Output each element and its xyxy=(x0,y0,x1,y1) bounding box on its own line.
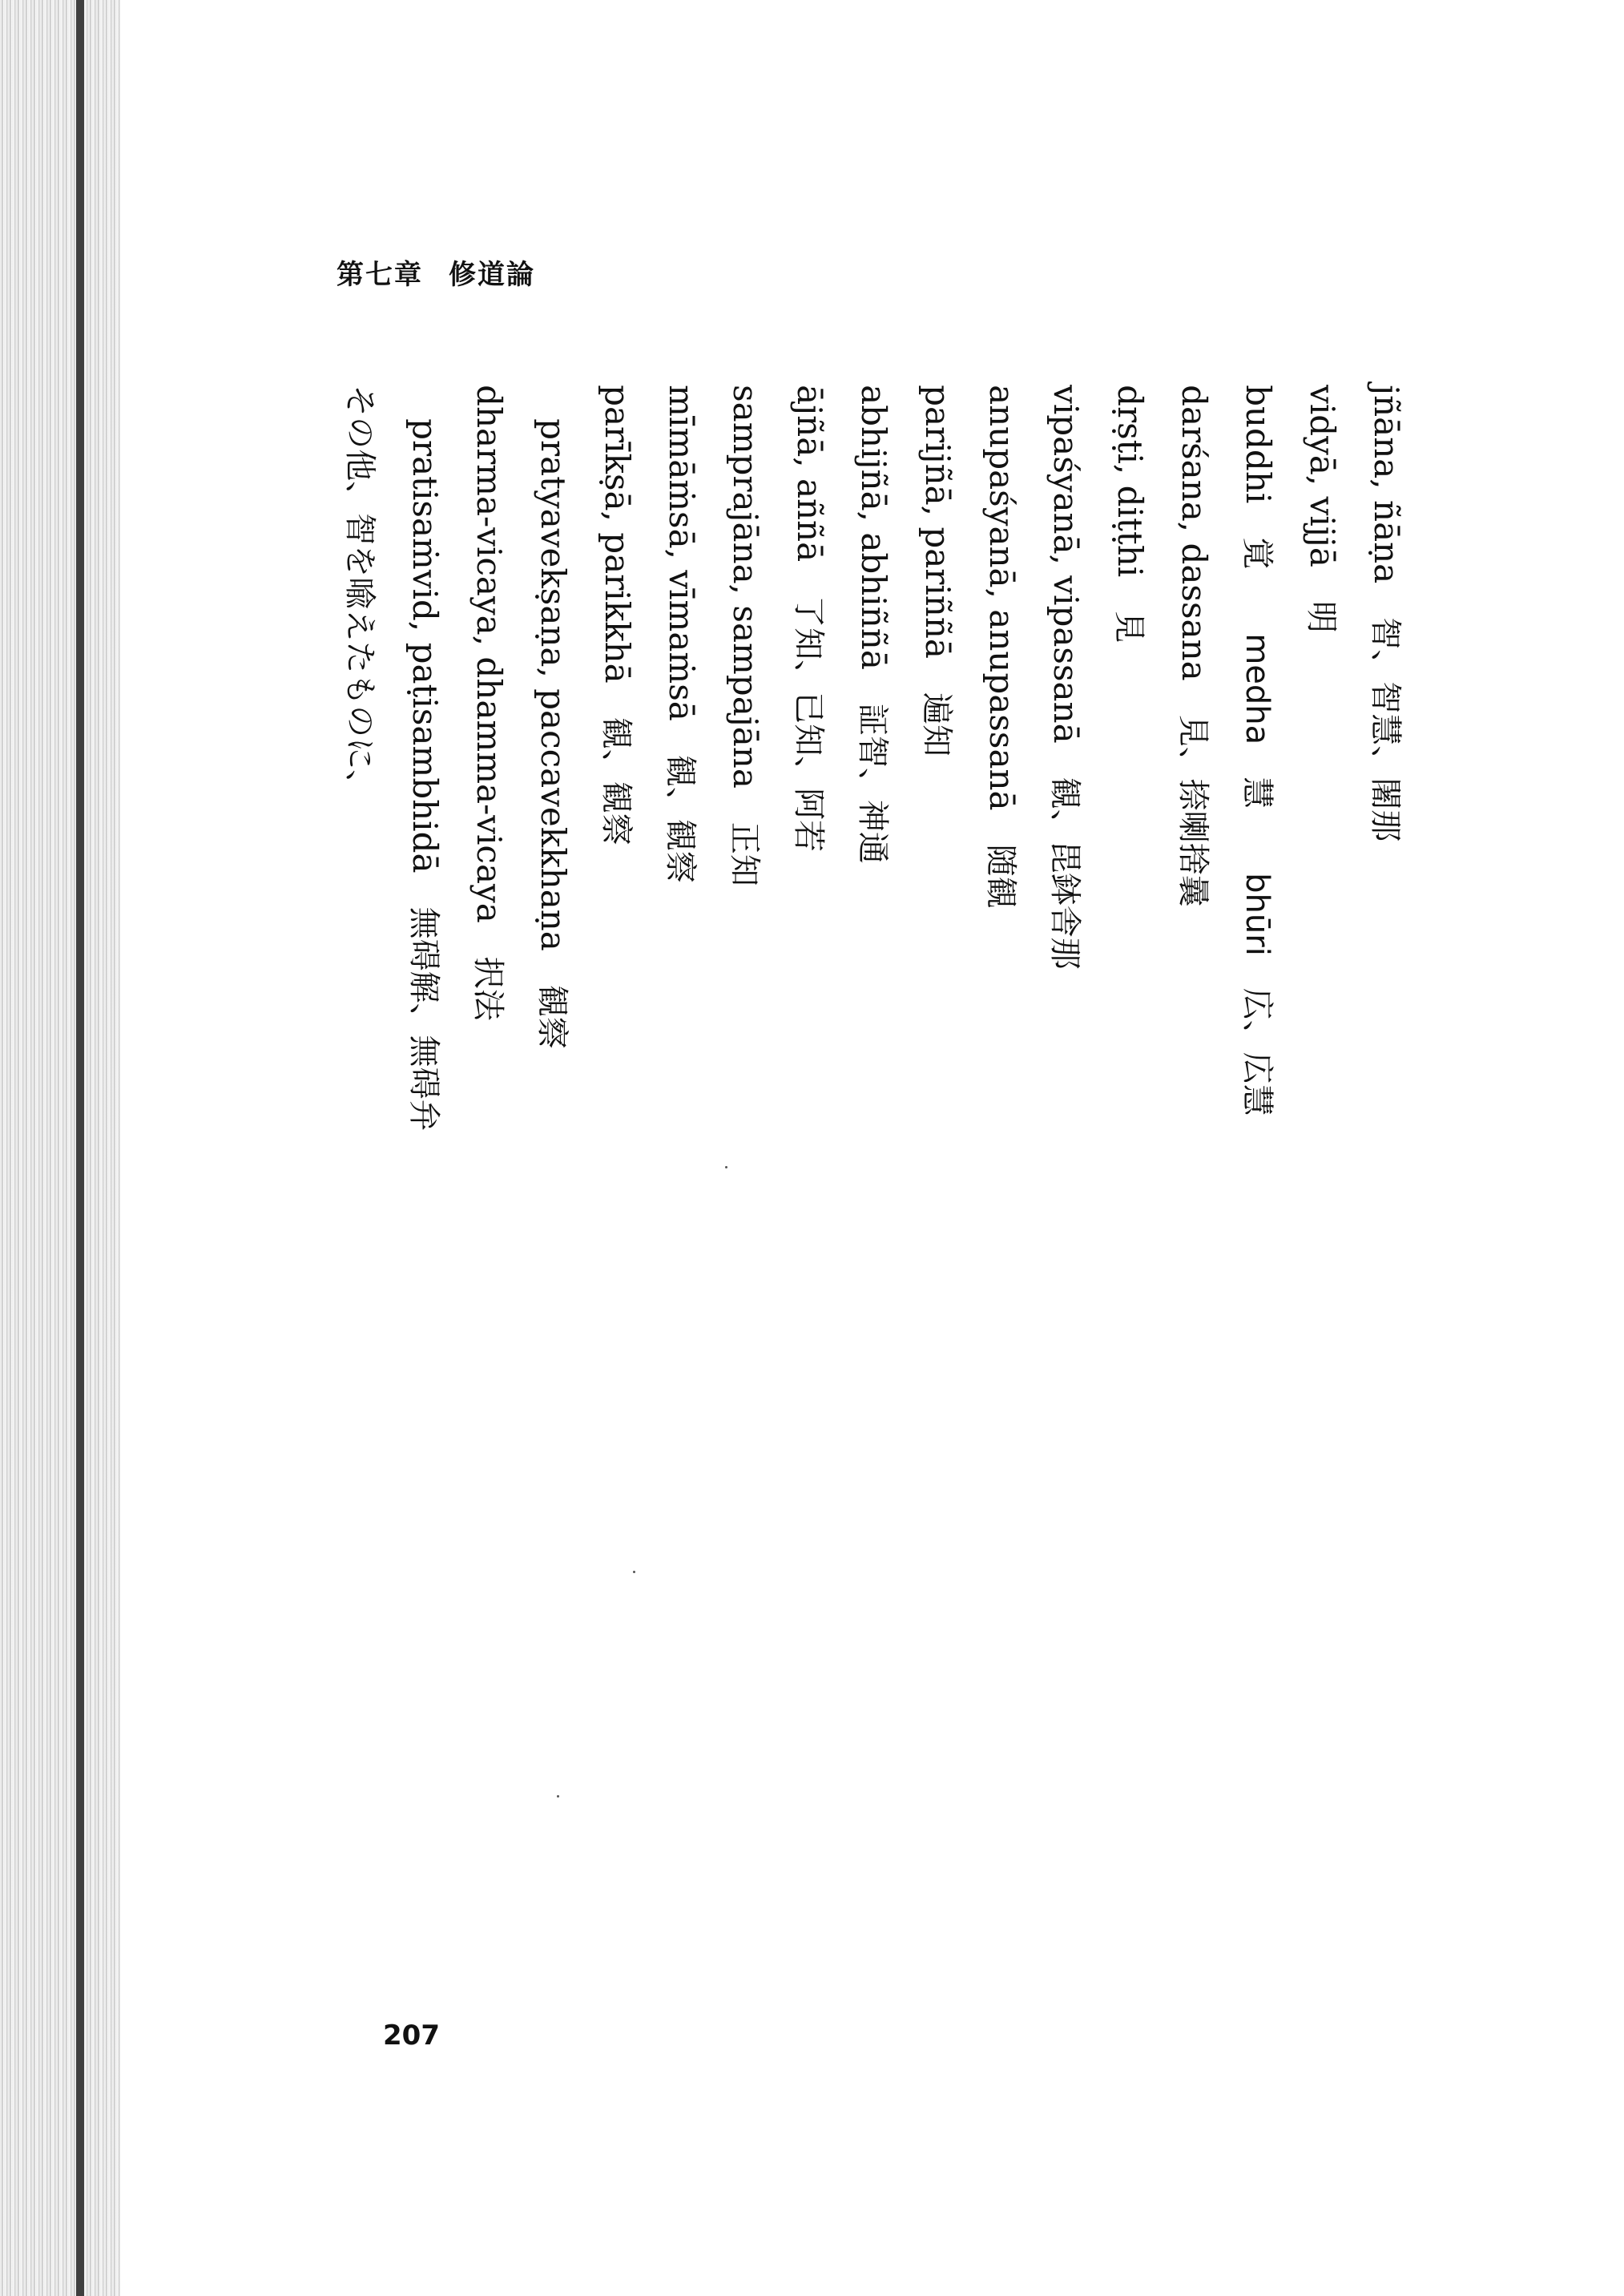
gloss: 観、観察 xyxy=(598,716,635,845)
gloss: 明 xyxy=(1303,600,1340,633)
term: anupaśyanā, anupassanā xyxy=(982,385,1022,811)
chapter-label: 第七章 xyxy=(336,259,423,291)
term: dṛṣṭi, diṭṭhi xyxy=(1110,385,1150,578)
glossary-line xyxy=(1175,321,1266,907)
term: buddhi xyxy=(1239,385,1278,504)
glossary-line xyxy=(918,321,1009,757)
glossary-line xyxy=(534,321,625,1049)
gloss: 無碍解、無碍弁 xyxy=(405,906,442,1132)
gloss: 見 xyxy=(1110,611,1147,644)
gloss: 遍知 xyxy=(918,692,955,757)
glossary-line xyxy=(1239,321,1330,1116)
glossary-line xyxy=(341,321,433,802)
term: abhijñā, abhiññā xyxy=(854,385,893,670)
gloss: 随観 xyxy=(982,844,1019,909)
running-head xyxy=(336,252,535,292)
glossary-line xyxy=(982,321,1074,909)
gloss: 見、捺喇捨曩 xyxy=(1175,714,1211,907)
term: mīmāṁsā, vīmaṁsā xyxy=(662,385,701,721)
gloss: 択法 xyxy=(469,956,506,1021)
term: samprajāna, sampajāna xyxy=(726,385,765,789)
scan-speck xyxy=(557,1795,559,1798)
term: vidyā, vijjā xyxy=(1303,385,1342,567)
glossary-line xyxy=(662,321,753,883)
glossary-line xyxy=(854,321,945,864)
term: dharma-vicaya, dhamma-vicaya xyxy=(469,385,509,923)
glossary-line xyxy=(726,321,817,886)
gloss: 智、智慧、闍那 xyxy=(1367,617,1404,842)
term: jñāna, ñāṇa xyxy=(1367,385,1406,584)
gloss: 証智、神通 xyxy=(854,703,891,864)
term: ājñā, aññā xyxy=(790,385,829,563)
glossary-line xyxy=(1303,321,1394,633)
glossary-line xyxy=(790,321,881,853)
gloss: 観察 xyxy=(534,984,570,1049)
glossary-text xyxy=(336,321,1458,1443)
gloss: 観、毘鉢舎那 xyxy=(1046,777,1083,970)
page-number: 207 xyxy=(383,2020,440,2052)
glossary-line xyxy=(405,321,497,1132)
glossary-line xyxy=(598,321,689,845)
term: pratyavekṣaṇa, paccavekkhaṇa xyxy=(534,385,573,951)
chapter-title: 修道論 xyxy=(449,259,535,291)
gloss: 正知 xyxy=(726,821,763,886)
scan-speck xyxy=(725,1166,727,1168)
term: vipaśyanā, vipassanā xyxy=(1046,385,1086,744)
gloss: 覚 medha 慧 bhūri 広、広慧 xyxy=(1239,537,1275,1116)
glossary-line xyxy=(1046,321,1138,970)
scan-speck xyxy=(633,1571,635,1573)
gloss: 観、観察 xyxy=(662,754,699,883)
term: pratisaṁvid, paṭisambhidā xyxy=(405,385,445,874)
term: parijñā, pariññā xyxy=(918,385,957,659)
glossary-line xyxy=(1367,321,1458,842)
term: darśana, dassana xyxy=(1175,385,1214,681)
term: parīkṣā, parikkhā xyxy=(598,385,637,684)
glossary-line xyxy=(1110,321,1202,644)
gloss: その他、智を喩えたものに、 xyxy=(341,385,378,802)
gloss: 了知、已知、阿若 xyxy=(790,595,827,853)
glossary-line xyxy=(469,321,561,1021)
